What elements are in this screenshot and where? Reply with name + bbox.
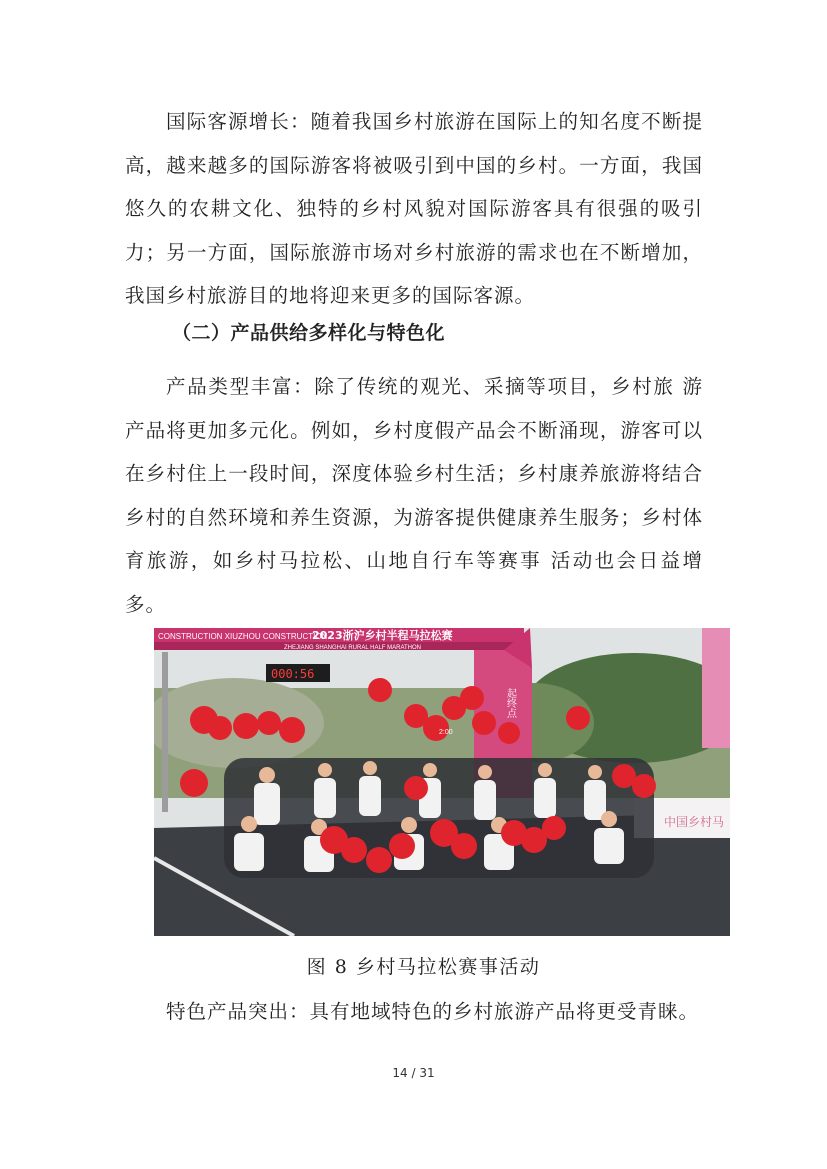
banner-main-text: 2023浙沪乡村半程马拉松赛 bbox=[312, 629, 453, 642]
race-timer: 000:56 bbox=[271, 667, 315, 681]
marathon-photo bbox=[154, 628, 730, 936]
page-number: 14 / 31 bbox=[392, 1066, 435, 1080]
paragraph-product-types: 产品类型丰富：除了传统的观光、采摘等项目，乡村旅 游产品将更加多元化。例如，乡村度假产品会不断涌现，游客可以在乡村住上一段时间，深度体验乡村生活；乡村康养旅游将结合乡村的自然环境和养生资源，为游客提供健康养生服务；乡村体育旅游，如乡村马拉松、山地自行车等赛事 活动也会日益增多。 bbox=[125, 375, 703, 616]
arch-side-text: 起终点 bbox=[504, 688, 516, 718]
paragraph-international-visitors: 国际客源增长：随着我国乡村旅游在国际上的知名度不断提高，越来越多的国际游客将被吸引到中国的乡村。一方面，我国悠久的农耕文化、独特的乡村风貌对国际游客具有很强的吸引力；另一方面，国际旅游市场对乡村旅游的需求也在不断增加，我国乡村旅游目的地将迎来更多的国际客源。 bbox=[125, 110, 703, 307]
banner-sub-text: ZHEJIANG SHANGHAI RURAL HALF MARATHON bbox=[284, 645, 422, 651]
paragraph-featured-products: 特色产品突出：具有地域特色的乡村旅游产品将更受青睐。 bbox=[166, 1000, 700, 1023]
figure-caption: 图 8 乡村马拉松赛事活动 bbox=[306, 956, 541, 978]
section-heading: （二）产品供给多样化与特色化 bbox=[172, 322, 446, 344]
board-text: 中国乡村马 bbox=[664, 815, 725, 829]
banner-left-text: CONSTRUCTION XIUZHOU CONSTRUCTION bbox=[158, 632, 328, 641]
balloon-label: 2:00 bbox=[439, 729, 453, 736]
